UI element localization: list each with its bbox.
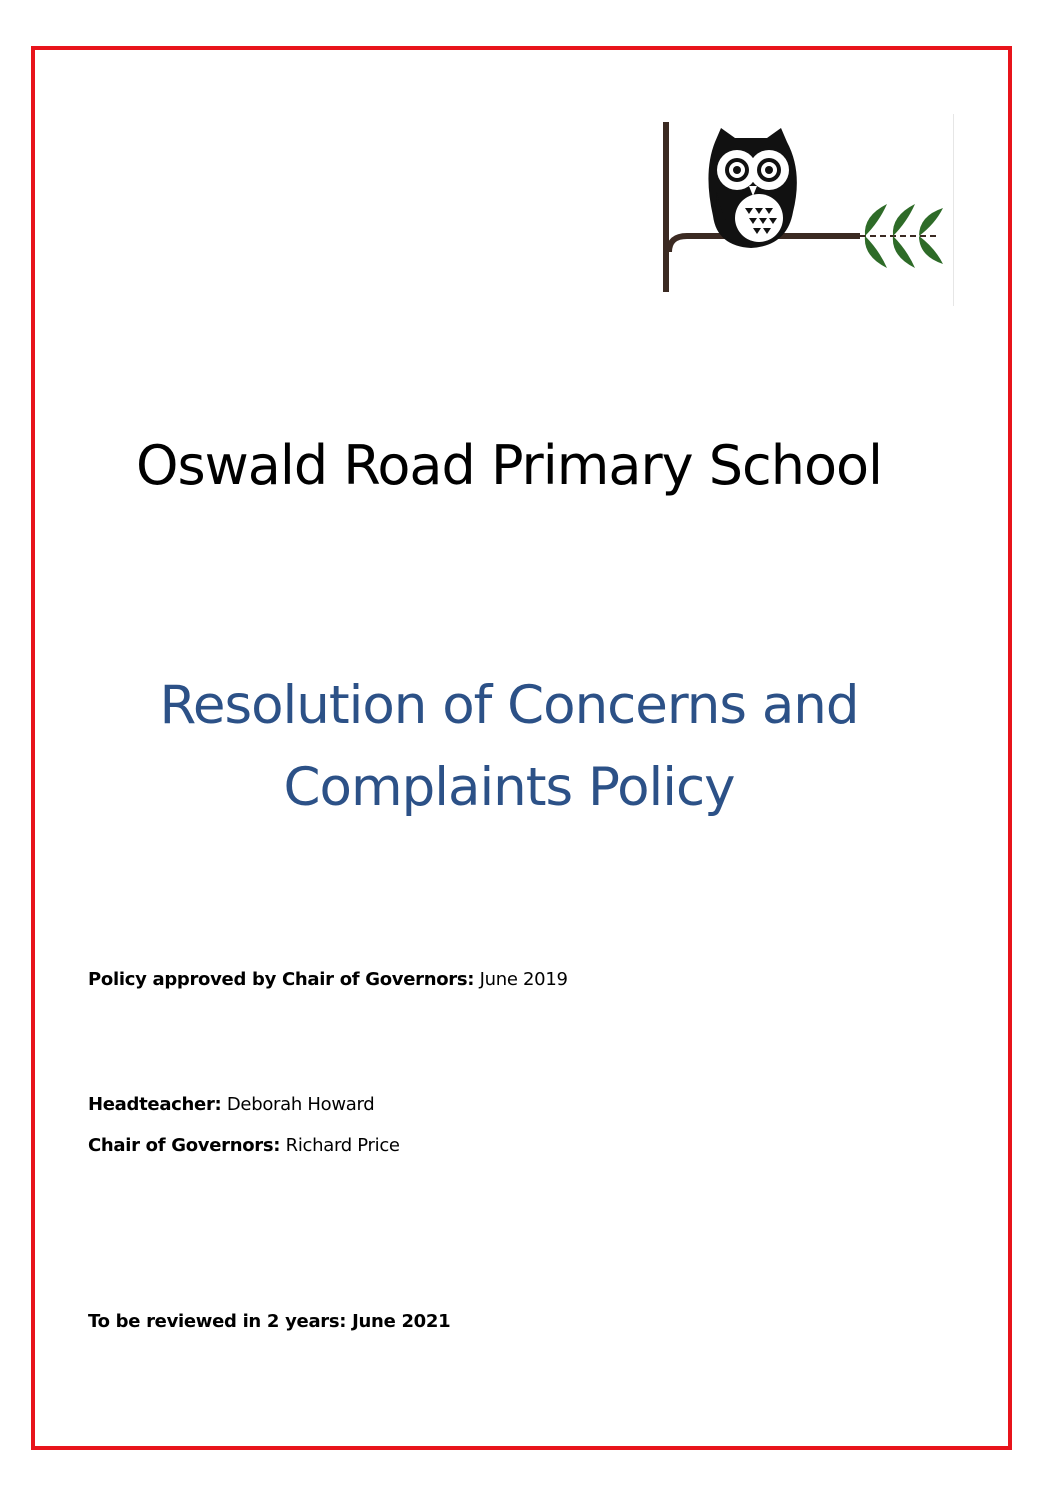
owl-logo-icon [655,112,955,308]
policy-title-line1: Resolution of Concerns and [159,675,859,736]
policy-title [0,665,1018,829]
review-line: To be reviewed in 2 years: June 2021 [88,1311,451,1332]
school-name: Oswald Road Primary School [135,434,883,497]
policy-title-line2: Complaints Policy [283,757,735,818]
logo-edge-line [953,114,954,306]
approval-label: Policy approved by Chair of Governors: [88,969,475,990]
chair-label: Chair of Governors: [88,1135,281,1156]
chair-value: Richard Price [285,1135,400,1156]
chair-line [88,1134,400,1158]
headteacher-line [88,1093,374,1117]
headteacher-label: Headteacher: [88,1094,222,1115]
approval-value: June 2019 [479,969,568,990]
headteacher-value: Deborah Howard [226,1094,375,1115]
approval-line [88,968,568,992]
